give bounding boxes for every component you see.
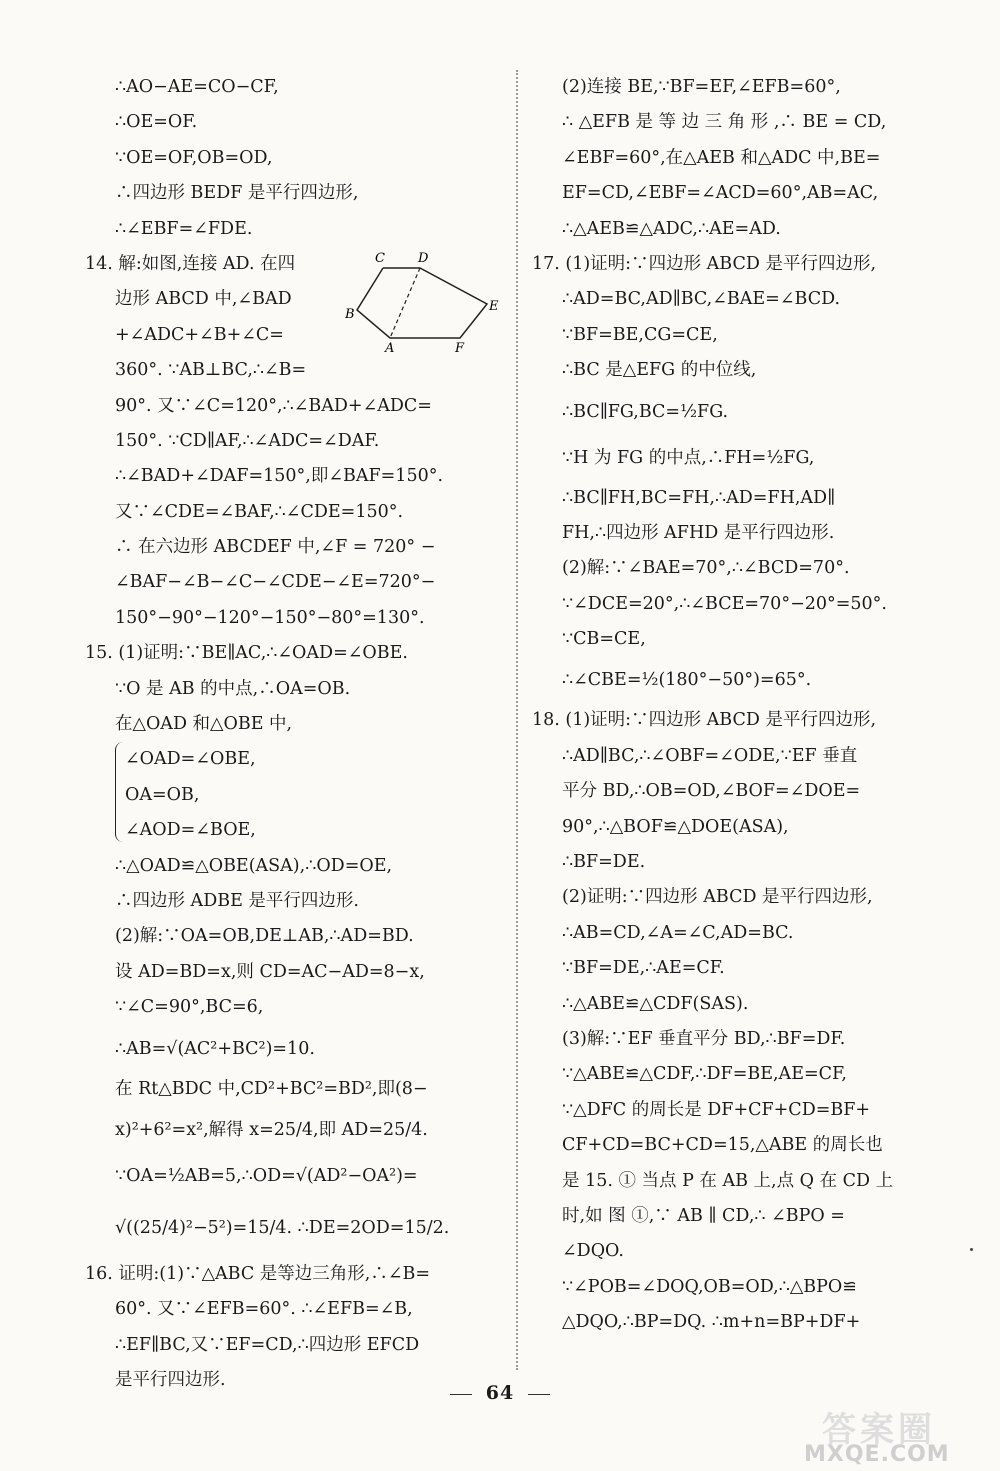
text-line: ∵OA=½AB=5,∴OD=√(AD²−OA²)= [115,1165,418,1186]
text-line: 在 Rt△BDC 中,CD²+BC²=BD²,即(8− [115,1078,428,1099]
text-line: ∵△ABE≌△CDF,∴DF=BE,AE=CF, [562,1064,847,1085]
right-column [532,70,947,1341]
text-line: ∵∠DCE=20°,∴∠BCE=70°−20°=50°. [562,593,887,614]
text-line: (2)证明:∵四边形 ABCD 是平行四边形, [562,887,873,908]
text-line: +∠ADC+∠B+∠C= [115,324,284,345]
text-line: ∴AB=√(AC²+BC²)=10. [115,1038,315,1059]
watermark-top-text: 答案圈 [822,1410,936,1450]
text-line: ∴AB=CD,∠A=∠C,AD=BC. [562,922,794,943]
text-line: ∴△OAD≌△OBE(ASA),∴OD=OE, [115,855,393,876]
problem-17-start: 17. (1)证明:∵四边形 ABCD 是平行四边形, [532,253,877,274]
problem-15-start: 15. (1)证明:∵BE∥AC,∴∠OAD=∠OBE. [85,643,408,664]
problem-14-start: 14. 解:如图,连接 AD. 在四 [85,253,296,274]
problem-16-start: 16. 证明:(1)∵△ABC 是等边三角形,∴∠B= [85,1263,431,1284]
text-line: OA=OB, [125,784,200,805]
text-line: 是 15. ① 当点 P 在 AB 上,点 Q 在 CD 上 [562,1170,894,1191]
text-line: △DQO,∴BP=DQ. ∴m+n=BP+DF+ [562,1312,861,1333]
text-line: ∵∠C=90°,BC=6, [115,997,264,1018]
text-line: ∵O 是 AB 的中点,∴OA=OB. [115,678,351,699]
text-line: 360°. ∵AB⊥BC,∴∠B= [115,360,307,381]
text-line: 是平行四边形. [115,1370,226,1391]
column-divider [516,70,518,1370]
text-line: ∵OE=OF,OB=OD, [115,147,273,168]
text-line: ∴∠EBF=∠FDE. [115,218,253,239]
problem-18-start: 18. (1)证明:∵四边形 ABCD 是平行四边形, [532,710,877,731]
text-line: ∴∠BAD+∠DAF=150°,即∠BAF=150°. [115,466,444,487]
page-number [0,1382,1000,1404]
page-number-text: 64 [485,1382,515,1404]
text-line: 90°,∴△BOF≌△DOE(ASA), [562,816,789,837]
text-line: 设 AD=BD=x,则 CD=AC−AD=8−x, [115,961,425,982]
dash-left [450,1394,472,1395]
text-line: ∵△DFC 的周长是 DF+CF+CD=BF+ [562,1099,871,1120]
label-e: E [489,299,499,314]
text-line: ∴AD∥BC,∴∠OBF=∠ODE,∵EF 垂直 [562,745,858,766]
text-line: √((25/4)²−5²)=15/4. ∴DE=2OD=15/2. [115,1217,450,1238]
text-line: x)²+6²=x²,解得 x=25/4,即 AD=25/4. [115,1119,428,1140]
hexagon-figure [345,248,505,356]
text-line: ∴BC∥FH,BC=FH,∴AD=FH,AD∥ [562,487,836,508]
text-line: ∴∠CBE=½(180°−50°)=65°. [562,670,812,691]
text-line: ∴四边形 BEDF 是平行四边形, [115,183,359,204]
brace-icon [115,742,124,842]
text-line: ∵∠POB=∠DOQ,OB=OD,∴△BPO≌ [562,1276,857,1297]
text-line: 时,如 图 ①,∵ AB ∥ CD,∴ ∠BPO = [562,1205,845,1226]
text-line: ∵CB=CE, [562,629,646,650]
label-c: C [375,251,385,266]
text-line: ∵H 为 FG 的中点,∴FH=½FG, [562,447,815,468]
dash-right [528,1394,550,1395]
label-a: A [385,341,395,356]
label-d: D [418,251,429,266]
text-line: ∠EBF=60°,在△AEB 和△ADC 中,BE= [562,147,881,168]
text-line: (2)解:∵∠BAE=70°,∴∠BCD=70°. [562,558,850,579]
watermark-bottom-text: MXQE.COM [804,1442,950,1467]
text-line: 150°−90°−120°−150°−80°=130°. [115,607,425,628]
text-line: 在△OAD 和△OBE 中, [115,714,293,735]
text-line: ∵BF=BE,CG=CE, [562,324,718,345]
label-b: B [345,307,355,322]
text-line: ∠AOD=∠BOE, [125,820,256,841]
text-line: (2)连接 BE,∵BF=EF,∠EFB=60°, [562,77,841,97]
text-line: ∴EF∥BC,又∵EF=CD,∴四边形 EFCD [115,1334,420,1355]
text-line: 150°. ∵CD∥AF,∴∠ADC=∠DAF. [115,430,380,451]
label-f: F [455,341,465,356]
text-line: ∴四边形 ADBE 是平行四边形. [115,890,359,911]
text-line: ∴ 在六边形 ABCDEF 中,∠F = 720° − [115,537,436,558]
stray-dot [970,1248,973,1251]
watermark-logo [752,1408,992,1468]
text-line: ∴OE=OF. [115,112,198,133]
text-line: 90°. 又∵∠C=120°,∴∠BAD+∠ADC= [115,395,432,416]
text-line: ∴AO−AE=CO−CF, [115,77,279,97]
text-line: ∠OAD=∠OBE, [125,749,256,770]
text-line: ∴△AEB≌△ADC,∴AE=AD. [562,218,781,239]
text-line: ∴ △EFB 是 等 边 三 角 形 ,∴ BE = CD, [562,112,887,133]
text-line: ∴BC 是△EFG 的中位线, [562,360,757,381]
text-line: (3)解:∵EF 垂直平分 BD,∴BF=DF. [562,1028,846,1049]
text-line: 又∵∠CDE=∠BAF,∴∠CDE=150°. [115,501,404,522]
text-line: ∵BF=DE,∴AE=CF. [562,958,725,979]
text-line: EF=CD,∠EBF=∠ACD=60°,AB=AC, [562,183,879,204]
text-line: (2)解:∵OA=OB,DE⊥AB,∴AD=BD. [115,926,414,947]
text-line: CF+CD=BC+CD=15,△ABE 的周长也 [562,1135,883,1156]
text-line: 平分 BD,∴OB=OD,∠BOF=∠DOE= [562,781,861,802]
text-line: 边形 ABCD 中,∠BAD [115,289,292,310]
text-line: ∴AD=BC,AD∥BC,∠BAE=∠BCD. [562,289,841,310]
text-line: ∠DQO. [562,1241,624,1262]
text-line: ∴BC∥FG,BC=½FG. [562,401,729,422]
text-line: ∴BF=DE. [562,852,646,873]
text-line: ∴△ABE≌△CDF(SAS). [562,993,749,1014]
equation-system [115,742,500,848]
text-line: ∠BAF−∠B−∠C−∠CDE−∠E=720°− [115,572,436,593]
text-line: FH,∴四边形 AFHD 是平行四边形. [562,522,835,543]
text-line: 60°. 又∵∠EFB=60°. ∴∠EFB=∠B, [115,1299,413,1320]
